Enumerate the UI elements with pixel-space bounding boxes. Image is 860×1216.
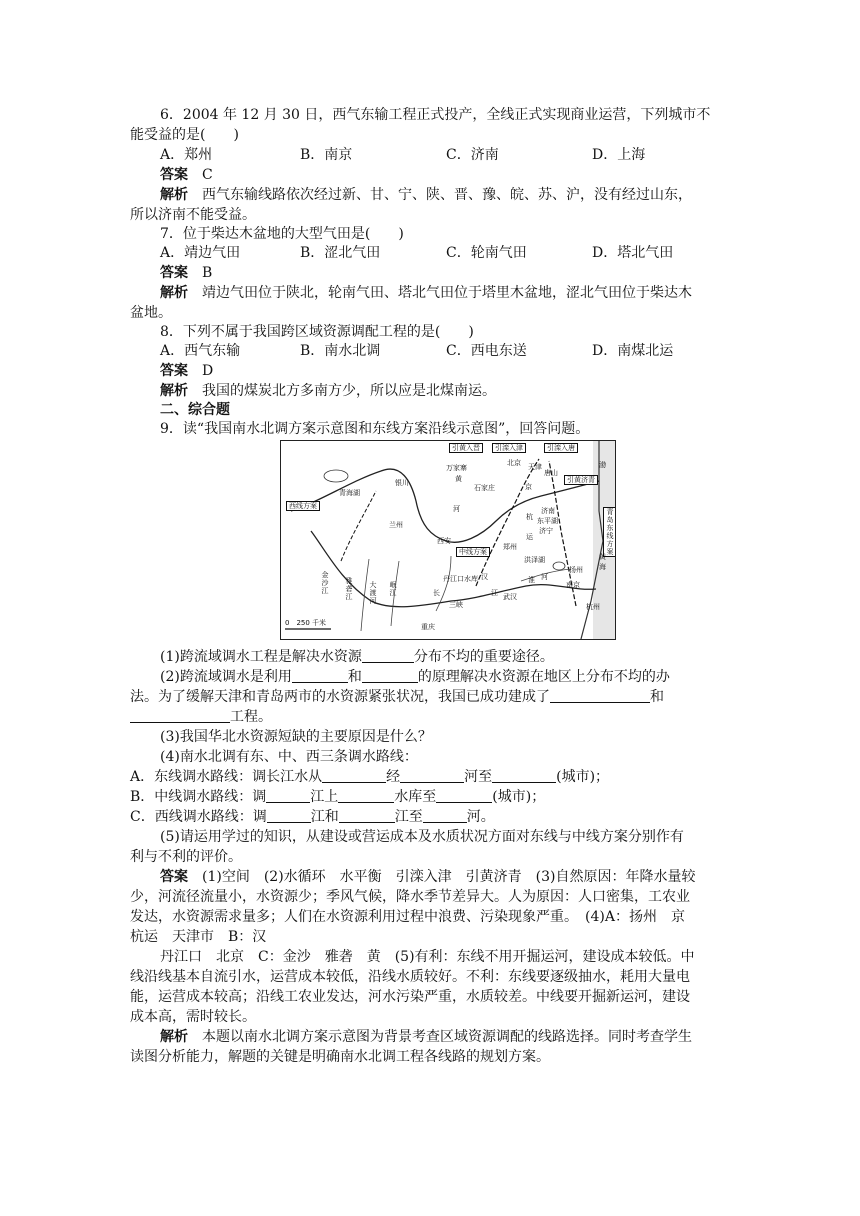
q8-option-b: B．南水北调	[300, 343, 381, 359]
q9-analysis	[160, 1027, 760, 1047]
q9-part4-middle	[130, 787, 730, 807]
map-label-jing: 京	[525, 483, 532, 491]
answer-value: B	[202, 265, 213, 281]
q9-part2-line3	[130, 707, 730, 727]
map-label-xixian: 西线方案	[286, 501, 320, 511]
q8-option-d: D．南煤北运	[592, 343, 674, 359]
map-label-he: 河	[453, 505, 460, 513]
analysis-label: 解析	[160, 383, 188, 399]
map-label-xian: 西安	[437, 537, 451, 545]
q9-answer-line7: 能，运营成本较高；沿线工农业发达，河水污染严重，水质较差。中线要开掘新运河，建设	[130, 989, 690, 1005]
q9-part2-text-c: 的原理解决水资源在地区上分布不均的办	[417, 669, 670, 685]
map-label-bohai: 渤	[599, 461, 606, 469]
map-label-jinan: 济南	[541, 507, 555, 515]
q8-analysis	[160, 381, 760, 401]
west-route-text-1: C．西线调水路线：调	[130, 809, 267, 825]
q6-analysis	[160, 185, 760, 205]
q7-analysis	[160, 283, 760, 303]
q7-stem: 7．位于柴达木盆地的大型气田是( )	[160, 226, 404, 242]
q7-option-b: B．涩北气田	[300, 245, 381, 261]
q9-part1-text-b: 分布不均的重要途径。	[413, 649, 554, 665]
map-label-yangzhou: 扬州	[569, 566, 583, 574]
q9-answer-line5: 丹江口 北京 C：金沙 雅砻 黄 (5)有利：东线不用开掘运河，建设成本较低。中	[160, 949, 695, 965]
q9-stem: 9．读“我国南水北调方案示意图和东线方案沿线示意图”，回答问题。	[160, 421, 590, 437]
west-route-text-2: 江和	[310, 809, 339, 825]
q9-part2-text-a: (2)跨流域调水是利用	[160, 669, 292, 685]
answer-blank	[267, 808, 311, 823]
map-label-han: 汉	[481, 573, 488, 581]
answer-label: 答案	[160, 167, 188, 183]
answer-blank	[339, 808, 395, 823]
map-label-hangzhou: 杭州	[586, 603, 600, 611]
map-label-yinchuan: 银川	[395, 479, 409, 487]
map-label-wuhan: 武汉	[503, 593, 517, 601]
answer-blank	[322, 768, 386, 783]
map-label-qingdao-dongxian: 青岛东线方案	[603, 507, 616, 557]
middle-route-text-4: (城市)；	[492, 789, 546, 805]
q9-part5-line2: 利与不利的评价。	[130, 849, 242, 865]
q9-answer-line6: 线沿线基本自流引水，运营成本较低，沿线水质较好。不利：东线要逐级抽水，耗用大量电	[130, 969, 690, 985]
map-label-hai: 海	[599, 563, 606, 571]
map-label-jinshajiang: 金沙江	[321, 571, 329, 595]
map-label-jining: 济宁	[539, 527, 553, 535]
map-label-wanjiazhai: 万家寨	[446, 464, 467, 472]
hongze-lake	[553, 562, 565, 570]
map-label-huang: 黄	[455, 475, 462, 483]
q9-part2-text-b: 和	[347, 669, 362, 685]
map-label-beijing: 北京	[507, 459, 521, 467]
map-label-chongqing: 重庆	[421, 623, 435, 631]
map-label-minjiang: 岷江	[389, 581, 397, 597]
map-label-dongpinghu: 东平湖	[537, 517, 558, 525]
map-label-danjiangkou: 丹江口水库	[443, 575, 478, 583]
q9-analysis-line2: 读图分析能力，解题的关键是明确南水北调工程各线路的规划方案。	[130, 1049, 550, 1065]
q6-analysis-line2: 所以济南不能受益。	[130, 207, 256, 223]
middle-route-text-1: B．中线调水路线：调	[130, 789, 267, 805]
answer-label: 答案	[160, 363, 188, 379]
q6-options	[160, 145, 760, 165]
map-label-jiang: 江	[491, 589, 498, 597]
map-label-scale: 0 250 千米	[285, 619, 327, 627]
q7-option-d: D．塔北气田	[592, 245, 674, 261]
map-label-huai-he: 河	[541, 573, 548, 581]
map-label-yalongjiang: 雅砻江	[345, 577, 353, 601]
q6-answer	[160, 165, 760, 185]
answer-blank	[292, 668, 348, 683]
q8-stem: 8．下列不属于我国跨区域资源调配工程的是( )	[160, 324, 474, 340]
q9-part4: (4)南水北调有东、中、西三条调水路线：	[160, 749, 418, 765]
map-label-yinhuang-rujin: 引黄入晋	[449, 443, 483, 453]
analysis-label: 解析	[160, 1029, 188, 1045]
map-label-lanzhou: 兰州	[389, 521, 403, 529]
answer-blank	[436, 788, 492, 803]
middle-route	[476, 459, 539, 586]
answer-blank	[492, 768, 556, 783]
map-label-sanxia: 三峡	[449, 601, 463, 609]
analysis-label: 解析	[160, 285, 188, 301]
map-label-huai: 淮	[528, 576, 535, 584]
answer-blank	[338, 788, 394, 803]
map-label-tangshan: 唐山	[544, 469, 558, 477]
answer-blank	[362, 648, 414, 663]
middle-route-text-3: 水库至	[394, 789, 437, 805]
answer-blank	[550, 688, 650, 703]
q9-part2-text-f: 工程。	[230, 709, 272, 725]
analysis-text: 西气东输线路依次经过新、甘、宁、陕、晋、豫、皖、苏、沪，没有经过山东，	[202, 187, 692, 203]
section-title: 二、综合题	[160, 402, 230, 418]
answer-label: 答案	[160, 265, 188, 281]
answer-value: D	[202, 363, 214, 379]
analysis-text: 靖边气田位于陕北，轮南气田、塔北气田位于塔里木盆地，涩北气田位于柴达木	[202, 285, 692, 301]
east-route-text-1: A．东线调水路线：调长江水从	[130, 769, 323, 785]
answer-blank	[400, 768, 464, 783]
map-label-hang: 杭	[526, 513, 533, 521]
q8-option-a: A．西气东输	[160, 343, 241, 359]
map-label-yinhuang-jiqing: 引黄济青	[564, 475, 598, 485]
q6-option-d: D．上海	[592, 147, 646, 163]
map-label-qinghaihu: 青海湖	[339, 489, 360, 497]
middle-route-text-2: 江上	[310, 789, 339, 805]
qinghai-lake	[324, 470, 348, 482]
q9-answer-line3: 发达，水资源需求量多；人们在水资源利用过程中浪费、污染现象严重。 (4)A：扬州 京	[130, 909, 685, 925]
q9-answer-line8: 成本高，需时较长。	[130, 1009, 256, 1025]
analysis-text: 我国的煤炭北方多南方少，所以应是北煤南运。	[202, 383, 496, 399]
q6-option-b: B．南京	[300, 147, 353, 163]
answer-text: (1)空间 (2)水循环 水平衡 引滦入津 引黄济青 (3)自然原因：年降水量较	[202, 869, 696, 885]
east-route-text-4: (城市)；	[556, 769, 610, 785]
q9-answer-line2: 少，河流径流量小，水资源少；季风气候，降水季节差异大。人为原因：人口密集，工农业	[130, 889, 690, 905]
east-route-text-2: 经	[386, 769, 401, 785]
map-label-chang: 长	[433, 589, 440, 597]
map-label-yinluan-rutang: 引滦入唐	[544, 443, 578, 453]
map-label-nanjing: 南京	[566, 581, 580, 589]
q7-analysis-line2: 盆地。	[130, 305, 172, 321]
east-route-text-3: 河至	[464, 769, 493, 785]
map-label-zhengzhou: 郑州	[503, 543, 517, 551]
q7-option-c: C．轮南气田	[446, 245, 527, 261]
q8-option-c: C．西电东送	[446, 343, 527, 359]
q6-option-c: C．济南	[446, 147, 499, 163]
analysis-label: 解析	[160, 187, 188, 203]
q9-part2	[160, 667, 760, 687]
q6-option-a: A．郑州	[160, 147, 213, 163]
q6-stem-line1: 6．2004 年 12 月 30 日，西气东输工程正式投产，全线正式实现商业运营，下列城市不	[160, 107, 711, 123]
q6-stem-line2: 能受益的是( )	[130, 127, 239, 143]
answer-label: 答案	[160, 869, 188, 885]
map-label-zhongxian: 中线方案	[456, 547, 490, 557]
map-label-shijiazhuang: 石家庄	[474, 484, 495, 492]
map-label-tianjin: 天津	[528, 463, 542, 471]
q9-part1	[160, 647, 760, 667]
west-route-text-3: 江至	[394, 809, 423, 825]
q9-part5: (5)请运用学过的知识，从建设或营运成本及水质状况方面对东线与中线方案分别作有	[160, 829, 684, 845]
q9-part2-text-e: 和	[650, 689, 664, 705]
south-north-water-diversion-map	[280, 440, 616, 640]
q9-part3: (3)我国华北水资源短缺的主要原因是什么？	[160, 729, 432, 745]
q8-options	[160, 341, 760, 361]
map-label-yinluan-rujin: 引滦入津	[492, 443, 526, 453]
q9-part2-line2	[130, 687, 730, 707]
q9-part4-west	[130, 807, 730, 827]
q7-answer	[160, 263, 760, 283]
analysis-text: 本题以南水北调方案示意图为背景考查区域资源调配的线路选择。同时考查学生	[202, 1029, 692, 1045]
west-route	[341, 491, 376, 561]
q9-answer-line1	[160, 867, 760, 887]
q9-part1-text-a: (1)跨流域调水工程是解决水资源	[160, 649, 362, 665]
answer-value: C	[202, 167, 213, 183]
west-route-text-4: 河。	[466, 809, 495, 825]
answer-blank	[362, 668, 418, 683]
map-label-huanghai: 黄	[599, 553, 606, 561]
answer-blank	[423, 808, 467, 823]
answer-blank	[130, 708, 230, 723]
q9-part4-east	[130, 767, 730, 787]
q9-answer-line4: 杭运 天津市 B：汉	[130, 929, 267, 945]
map-label-yun: 运	[526, 533, 533, 541]
map-label-hongzehu: 洪泽湖	[524, 556, 545, 564]
answer-blank	[266, 788, 310, 803]
q8-answer	[160, 361, 760, 381]
map-label-daduhe: 大渡河	[369, 581, 377, 605]
q9-part2-text-d: 法。为了缓解天津和青岛两市的水资源紧张状况，我国已成功建成了	[130, 689, 550, 705]
q7-option-a: A．靖边气田	[160, 245, 241, 261]
q7-options	[160, 243, 760, 263]
